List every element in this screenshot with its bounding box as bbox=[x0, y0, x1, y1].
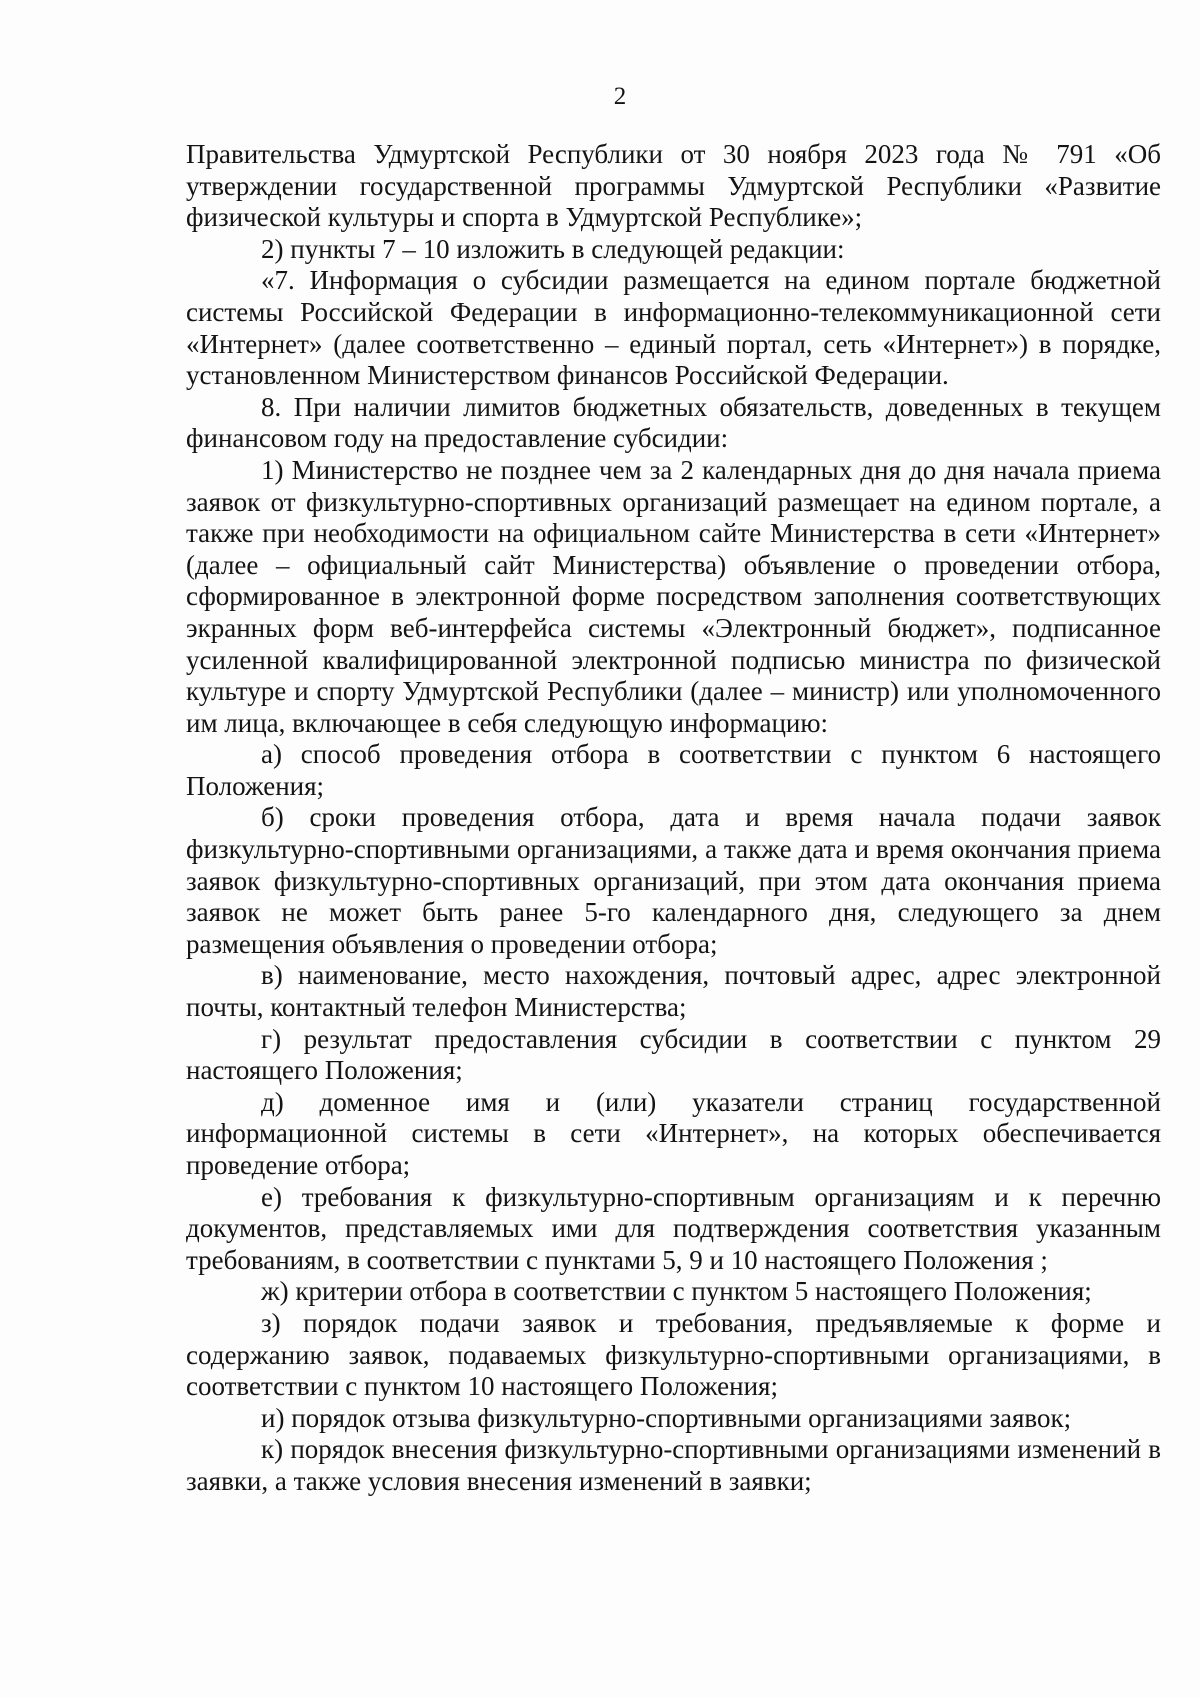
paragraph-subitem-zh: ж) критерии отбора в соответствии с пунктом 5 настоящего Положения; bbox=[261, 1276, 1092, 1307]
paragraph-subitem-k: к) порядок внесения физкультурно-спортивными организациями изменений в заявки, а также условия внесения изменений в заявки; bbox=[186, 1434, 1161, 1496]
paragraph-subitem-a: а) способ проведения отбора в соответствии с пунктом 6 настоящего Положения; bbox=[186, 739, 1161, 801]
paragraph-subitem-g: г) результат предоставления субсидии в соответствии с пунктом 29 настоящего Положения; bbox=[186, 1023, 1161, 1086]
paragraph-subitem-z: з) порядок подачи заявок и требования, предъявляемые к форме и содержанию заявок, подаваемых физкультурно-спортивными организациями, в соответствии с пунктом 10 настоящего Положения; bbox=[186, 1307, 1161, 1402]
page-number: 2 bbox=[613, 83, 627, 110]
paragraph-subpoint-1: 1) Министерство не позднее чем за 2 календарных дня до дня начала приема заявок от физкультурно-спортивных организаций размещает на едином портале, а также при необходимости на официальном сайте Министерства в сети «Интернет» (далее – официальный сайт Министерства) объявление о проведении отбора, сформированное в электронной форме посредством заполнения соответствующих экранных форм веб-интерфейса системы «Электронный бюджет», подписанное усиленной квалифицированной электронной подписью министра по физической культуре и спорту Удмуртской Республики (далее – министр) или уполномоченного им лица, включающее в себя следующую информацию: bbox=[186, 454, 1161, 738]
paragraph-continuation: Правительства Удмуртской Республики от 30 ноября 2023 года № 791 «Об утверждении государственной программы Удмуртской Республики «Развитие физической культуры и спорта в Удмуртской Республике»; bbox=[186, 139, 1161, 233]
paragraph-point-8: 8. При наличии лимитов бюджетных обязательств, доведенных в текущем финансовом году на предоставление субсидии: bbox=[186, 391, 1161, 454]
paragraph-subitem-b: б) сроки проведения отбора, дата и время начала подачи заявок физкультурно-спортивными организациями, а также дата и время окончания приема заявок физкультурно-спортивных организаций, при этом дата окончания приема заявок не может быть ранее 5-го календарного дня, следующего за днем размещения объявления о проведении отбора; bbox=[186, 802, 1161, 959]
paragraph-point-7: «7. Информация о субсидии размещается на едином портале бюджетной системы Российской Федерации в информационно-телекоммуникационной сети «Интернет» (далее соответственно – единый портал, сеть «Интернет») в порядке, установленном Министерством финансов Российской Федерации. bbox=[186, 265, 1161, 391]
paragraph-subitem-e: е) требования к физкультурно-спортивным организациям и к перечню документов, представляемых ими для подтверждения соответствия указанным требованиям, в соответствии с пунктами 5, 9 и 10 настоящего Положения ; bbox=[186, 1181, 1161, 1275]
paragraph-subitem-v: в) наименование, место нахождения, почтовый адрес, адрес электронной почты, контактный телефон Министерства; bbox=[186, 960, 1161, 1023]
document-body bbox=[186, 139, 1161, 1498]
paragraph-item-2: 2) пункты 7 – 10 изложить в следующей редакции: bbox=[261, 233, 845, 264]
paragraph-subitem-d: д) доменное имя и (или) указатели страниц государственной информационной системы в сети «Интернет», на которых обеспечивается проведение отбора; bbox=[186, 1086, 1161, 1180]
paragraph-subitem-i: и) порядок отзыва физкультурно-спортивными организациями заявок; bbox=[261, 1402, 1072, 1433]
